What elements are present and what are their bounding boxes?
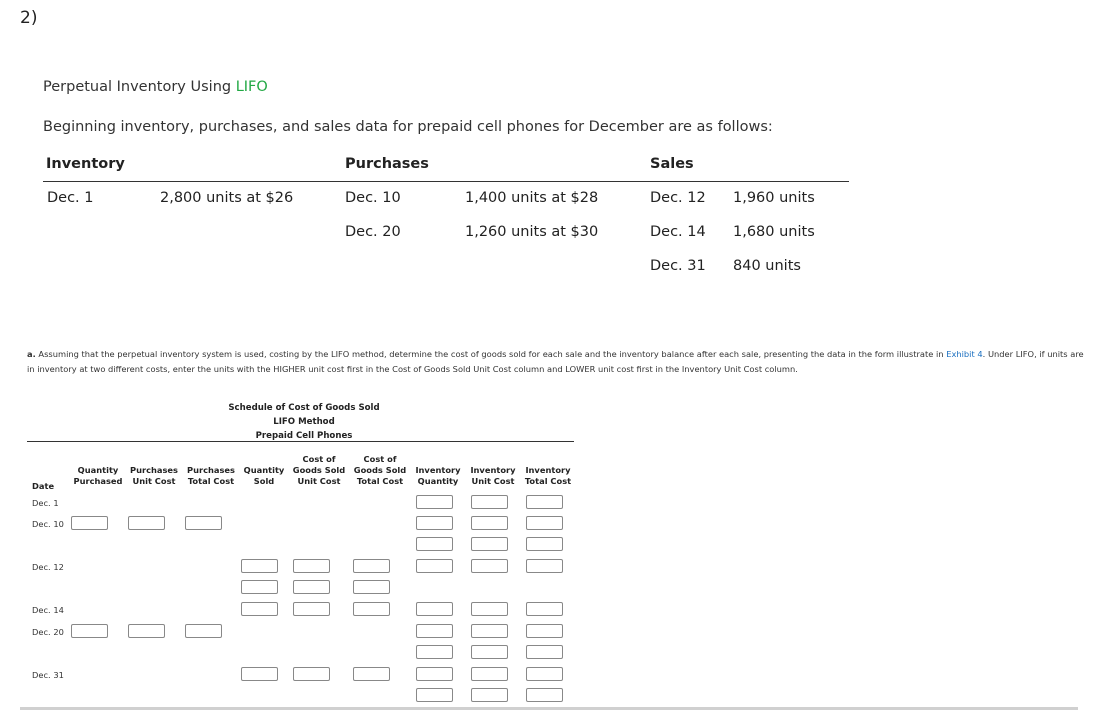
- row-date: Dec. 12: [32, 562, 64, 572]
- inv-total-cost-input[interactable]: [526, 559, 563, 573]
- inv-unit-cost-input[interactable]: [471, 537, 508, 551]
- purch-total-cost-input[interactable]: [185, 516, 222, 530]
- purch-total-cost-input[interactable]: [185, 624, 222, 638]
- exhibit-link[interactable]: Exhibit 4: [946, 349, 983, 359]
- inventory-desc: 2,800 units at $26: [160, 190, 294, 206]
- cogs-total-cost-input[interactable]: [353, 602, 390, 616]
- inv-qty-input[interactable]: [416, 537, 453, 551]
- sale-desc: 840 units: [733, 258, 801, 274]
- inventory-date: Dec. 1: [47, 190, 94, 206]
- question-label: a.: [27, 349, 36, 359]
- schedule-rule: [27, 441, 574, 442]
- question-number: 2): [20, 8, 38, 28]
- row-date: Dec. 1: [32, 498, 59, 508]
- inv-unit-cost-input[interactable]: [471, 495, 508, 509]
- inv-qty-input[interactable]: [416, 495, 453, 509]
- row-date: Dec. 10: [32, 519, 64, 529]
- inv-qty-input[interactable]: [416, 559, 453, 573]
- purchase-date: Dec. 20: [345, 224, 401, 240]
- question-text-2: . Under LIFO, if units are in inventory at two different costs, enter the units with the HIGHER unit cost first in the Cost of Goods Sold Unit Cost column and LOWER unit cost first in the Inventory Unit Cost column.: [27, 349, 1084, 374]
- purchase-desc: 1,260 units at $30: [465, 224, 599, 240]
- cogs-unit-cost-input[interactable]: [293, 667, 330, 681]
- sold-qty-input[interactable]: [241, 559, 278, 573]
- col-header-inv-total-cost: Inventory Total Cost: [524, 465, 572, 486]
- sale-date: Dec. 14: [650, 224, 706, 240]
- sold-qty-input[interactable]: [241, 602, 278, 616]
- col-header-purch-total-cost: Purchases Total Cost: [186, 465, 235, 486]
- header-rule: [43, 181, 849, 182]
- sale-date: Dec. 12: [650, 190, 706, 206]
- header-purchases: Purchases: [345, 156, 429, 172]
- col-header-cogs-total-cost: Cost of Goods Sold Total Cost: [353, 454, 407, 486]
- header-inventory: Inventory: [46, 156, 125, 172]
- col-header-qty-purchased: Quantity Purchased: [73, 465, 123, 486]
- problem-title-method: LIFO: [235, 79, 268, 95]
- sold-qty-input[interactable]: [241, 667, 278, 681]
- schedule-method: LIFO Method: [273, 417, 335, 427]
- col-header-date: Date: [32, 481, 55, 491]
- schedule-subject: Prepaid Cell Phones: [255, 431, 353, 441]
- sale-desc: 1,680 units: [733, 224, 815, 240]
- purch-qty-input[interactable]: [71, 516, 108, 530]
- col-header-purch-unit-cost: Purchases Unit Cost: [129, 465, 178, 486]
- question-a: [27, 347, 1087, 377]
- inv-unit-cost-input[interactable]: [471, 667, 508, 681]
- inv-total-cost-input[interactable]: [526, 537, 563, 551]
- inv-total-cost-input[interactable]: [526, 688, 563, 702]
- inv-unit-cost-input[interactable]: [471, 516, 508, 530]
- purch-qty-input[interactable]: [71, 624, 108, 638]
- cogs-total-cost-input[interactable]: [353, 580, 390, 594]
- header-sales: Sales: [650, 156, 694, 172]
- cogs-unit-cost-input[interactable]: [293, 580, 330, 594]
- schedule-title: Schedule of Cost of Goods Sold: [228, 403, 380, 413]
- inv-unit-cost-input[interactable]: [471, 645, 508, 659]
- inv-qty-input[interactable]: [416, 667, 453, 681]
- col-header-cogs-unit-cost: Cost of Goods Sold Unit Cost: [292, 454, 346, 486]
- intro-text: Beginning inventory, purchases, and sales data for prepaid cell phones for December are as follows:: [43, 119, 773, 135]
- cogs-unit-cost-input[interactable]: [293, 559, 330, 573]
- inv-qty-input[interactable]: [416, 624, 453, 638]
- inv-total-cost-input[interactable]: [526, 516, 563, 530]
- question-text-1: Assuming that the perpetual inventory system is used, costing by the LIFO method, determine the cost of goods sold for each sale and the inventory balance after each sale, presenting the data in the form illustrate in: [35, 349, 947, 359]
- inv-total-cost-input[interactable]: [526, 624, 563, 638]
- col-header-inv-unit-cost: Inventory Unit Cost: [470, 465, 516, 486]
- inv-total-cost-input[interactable]: [526, 495, 563, 509]
- problem-title-prefix: Perpetual Inventory Using: [43, 79, 236, 95]
- purch-unit-cost-input[interactable]: [128, 624, 165, 638]
- inventory-data-table: [43, 152, 849, 282]
- cogs-unit-cost-input[interactable]: [293, 602, 330, 616]
- inv-qty-input[interactable]: [416, 602, 453, 616]
- problem-title: [43, 79, 268, 95]
- purchase-date: Dec. 10: [345, 190, 401, 206]
- row-date: Dec. 20: [32, 627, 64, 637]
- inv-total-cost-input[interactable]: [526, 645, 563, 659]
- col-header-inv-qty: Inventory Quantity: [415, 465, 461, 486]
- bottom-divider: [20, 707, 1078, 710]
- inv-qty-input[interactable]: [416, 516, 453, 530]
- inv-total-cost-input[interactable]: [526, 667, 563, 681]
- inv-unit-cost-input[interactable]: [471, 559, 508, 573]
- inv-unit-cost-input[interactable]: [471, 602, 508, 616]
- inv-qty-input[interactable]: [416, 645, 453, 659]
- row-date: Dec. 14: [32, 605, 64, 615]
- row-date: Dec. 31: [32, 670, 64, 680]
- inv-unit-cost-input[interactable]: [471, 624, 508, 638]
- sale-desc: 1,960 units: [733, 190, 815, 206]
- cogs-total-cost-input[interactable]: [353, 667, 390, 681]
- inv-qty-input[interactable]: [416, 688, 453, 702]
- sold-qty-input[interactable]: [241, 580, 278, 594]
- inv-unit-cost-input[interactable]: [471, 688, 508, 702]
- inv-total-cost-input[interactable]: [526, 602, 563, 616]
- purch-unit-cost-input[interactable]: [128, 516, 165, 530]
- purchase-desc: 1,400 units at $28: [465, 190, 599, 206]
- col-header-qty-sold: Quantity Sold: [243, 465, 285, 486]
- sale-date: Dec. 31: [650, 258, 706, 274]
- cogs-total-cost-input[interactable]: [353, 559, 390, 573]
